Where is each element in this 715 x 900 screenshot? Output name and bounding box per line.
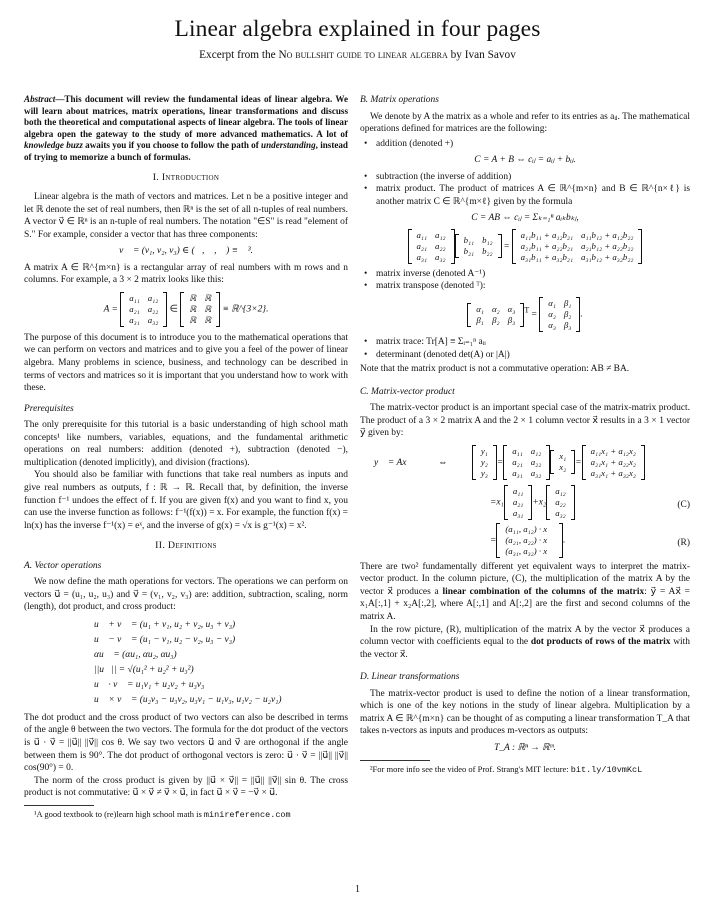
footnote-1 <box>24 809 348 821</box>
matrix-cell: β₂ <box>563 309 572 320</box>
subtitle-guide: No bullshit guide to linear algebra <box>278 49 448 61</box>
footnote-2-link[interactable]: bit.ly/10vmKcL <box>570 764 643 775</box>
matrix-cell: a₂₁b₁₁ + a₂₂b₂₁ <box>520 240 574 251</box>
vector-equations <box>24 618 348 708</box>
matops-list-1 <box>360 138 690 151</box>
abstract-mid: awaits you if you choose to follow the path of <box>82 140 262 151</box>
mv-paragraph-1: The matrix-vector product is an important special case of the matrix-matrix product. The product of a 3 × 2 matrix A and the 2 × 1 column vector x⃗ results in a 3 × 1 vector y⃗ given by: <box>360 403 690 439</box>
mv-p2-bold: linear combination of the columns of the matrix <box>442 586 645 597</box>
intro-paragraph-2: A matrix A ∈ ℝ^{m×n} is a rectangular array of real numbers with m rows and n columns. For example, a 3 × 2 matrix looks like this: <box>24 262 348 286</box>
matrix-cell: α₃ <box>507 303 516 314</box>
matrix-cell: b₁₂ <box>482 235 493 246</box>
matops-paragraph-1: We denote by A the matrix as a whole and refer to its entries as aᵢⱼ. The mathematical operations defined for matrices are the following: <box>360 111 690 135</box>
matrix-ab <box>512 229 643 264</box>
matrix-col-2 <box>546 485 575 520</box>
matops-note: Note that the matrix product is not a commutative operation: AB ≠ BA. <box>360 364 630 375</box>
matrix-a-3x2 <box>408 229 455 264</box>
matrix-cell: a₁₁b₁₂ + a₁₂b₂₂ <box>581 229 634 240</box>
equation-mv-row: = (a₁₁, a₁₂) · x⃗ (a₂₁, a₂₂) · x⃗ (a₃₁, a₃₂) · x⃗ . (R) <box>490 523 690 556</box>
intro-paragraph-3: The purpose of this document is to introduce you to the mathematical operations that we can perform on vectors and matrices and to give you a feel of the power of linear algebra. Many problems in science, business, and technology can be described in terms of vectors and matrices so it is important that you understand how to work with these. <box>24 332 348 394</box>
matrix-cell: a₂₁ <box>416 240 428 251</box>
footnote-1-link[interactable]: minireference.com <box>203 809 291 820</box>
transpose-mark: T <box>524 305 530 315</box>
equation-transpose: α₁ α₂ α₃ β₁ β₂ β₃ $^T$ = α₁ β₁ α₂ β₂ α₃ β₃ . <box>360 297 690 332</box>
matrix-cell: a₃₂ <box>555 507 566 518</box>
bullet-inverse: • matrix inverse (denoted A⁻¹) <box>360 268 690 281</box>
matrix-alpha-beta <box>467 303 524 327</box>
bullet-subtraction: • subtraction (the inverse of addition) <box>360 171 690 184</box>
matrix-cell: a₃₁ <box>416 251 428 262</box>
matrix-cell: β₁ <box>476 314 484 325</box>
abstract-knowledge-buzz: knowledge buzz <box>24 140 83 151</box>
matrix-alpha-beta-t <box>539 297 580 332</box>
bullet-product: • matrix product. The product of matrices A ∈ ℝ^{m×n} and B ∈ ℝ^{n×ℓ} is another matrix C ∈ ℝ^{m×ℓ} given by the formula <box>360 183 690 208</box>
matrix-cell: ℝ <box>204 292 212 303</box>
matrix-cell: a₃₁ <box>512 467 523 478</box>
prereq-paragraph-2: You should also be familiar with functions that take real numbers as inputs and give real numbers as outputs, f : ℝ → ℝ. Recall that, by definition, the inverse function f⁻¹ undoes the effect of f. If you are given f(x) and you want to find x, you can use the inverse function as follows: f⁻¹(f(x)) = x. For example, the function f(x) = ln(x) has the inverse f⁻¹(x) = eˣ, and the inverse of g(x) = √x is g⁻¹(x) = x². <box>24 470 348 531</box>
matrix-r <box>180 292 220 327</box>
matrix-operations-title: B. Matrix operations <box>360 95 439 105</box>
matrix-cell: a₁₁b₁₁ + a₁₂b₂₁ <box>520 229 574 240</box>
matrix-cell: a₁₂ <box>530 445 542 456</box>
matrix-cell: a₁₁ <box>512 445 523 456</box>
matrix-cell: (a₁₁, a₁₂) · x⃗ <box>505 523 555 534</box>
matrix-cell: α₁ <box>476 303 484 314</box>
matrix-cell: a₃₁ <box>129 314 140 325</box>
vecops-paragraph-1: We now define the math operations for vectors. The operations we can perform on vectors u⃗ = (u₁, u₂, u₃) and v⃗ = (v₁, v₂, v₃) are: addition, subtraction, scaling, norm (length), dot product, and cross product: <box>24 577 348 613</box>
matrix-cell: ℝ <box>204 314 212 325</box>
equation-addition: C = A + B ⇔ cᵢⱼ = aᵢⱼ + bᵢⱼ. <box>474 155 576 166</box>
matrix-cell: α₂ <box>491 303 500 314</box>
matrix-cell: x₁ <box>559 451 567 462</box>
matrix-cell: α₂ <box>548 309 556 320</box>
matrix-cell: b₂₂ <box>482 246 493 257</box>
matrix-cell: a₁₁x₁ + a₁₂x₂ <box>590 445 636 456</box>
lt-paragraph-1: The matrix-vector product is used to define the notion of a linear transformation, which is one of the key notions in the study of linear algebra. Multiplication by a matrix A ∈ ℝ^{m×n} can be thought of as computing a linear transformation T_A that takes n-vectors as inputs and produces m-vectors as outputs: <box>360 688 690 737</box>
abstract-lead: Abstract <box>24 94 56 104</box>
matrix-cell: a₃₁ <box>512 507 524 518</box>
matrix-cell: a₂₁ <box>129 303 140 314</box>
matrix-cell: a₃₂ <box>435 251 446 262</box>
matrix-cell: (a₂₁, a₂₂) · x⃗ <box>505 534 555 545</box>
matrix-cell: y₂ <box>480 456 488 467</box>
matrix-a <box>120 292 167 327</box>
matops-list-2 <box>360 171 690 209</box>
abstract-understanding: understanding <box>261 140 316 151</box>
matrix-cell: a₃₁b₁₁ + a₃₂b₂₁ <box>520 251 574 262</box>
matrix-cell: a₂₂ <box>555 496 566 507</box>
matrix-cell: (a₃₁, a₃₂) · x⃗ <box>505 545 555 556</box>
abstract-end: , instead of trying to memorize a bunch of formulas. <box>24 140 348 162</box>
matrix-y <box>472 445 497 480</box>
matrix-mv-a <box>503 445 550 480</box>
matrix-vector-title: C. Matrix-vector product <box>360 386 455 397</box>
mv-paragraph-3 <box>360 624 690 662</box>
footnote-rule-2 <box>360 760 430 761</box>
vec-eq-norm: ||u⃗|| = √(u₁² + u₂² + u₃²) <box>94 664 194 675</box>
matrix-cell: a₁₁ <box>512 485 524 496</box>
vec-eq-sub: u⃗ − v⃗ = (u₁ − v₁, u₂ − v₂, u₃ − v₃) <box>94 634 236 645</box>
subtitle-prefix: Excerpt from the <box>199 49 276 61</box>
matrix-cell: y₃ <box>480 467 488 478</box>
equation-mv-column: =x₁ a₁₁ a₂₁ a₃₁ +x₂ a₁₂ a₂₂ a₃₂ (C) <box>490 485 690 518</box>
eq-equals: = <box>503 241 512 252</box>
matrix-cell: x₂ <box>559 462 567 473</box>
eq-in: ∈ <box>169 304 181 315</box>
mv-p3-text: In the row picture, (R), multiplication of the matrix A by the vector x⃗ produces a column vector with coefficients equal to the <box>360 624 690 648</box>
vecops-paragraph-3: The norm of the cross product is given by ||u⃗ × v⃗|| = ||u⃗|| ||v⃗|| sin θ. The cross product is not commutative: u⃗ × v⃗ ≠ v⃗ × u⃗, in fact u⃗ × v⃗ = −v⃗ × u⃗. <box>24 775 348 799</box>
matrix-mv-result <box>582 445 645 480</box>
equation-mv-1: y⃗ = Ax⃗ ⇔ y₁ y₂ y₃ = a₁₁ a₁₂ a₂₁ a₂₂ a₃₁ a₃₂ x₁ x₂ = a₁₁x₁ + a₁₂x₂ a₂₁x₁ + a₂₂x₂ a₃₁x₁ + a₃₂x₂ <box>360 445 690 480</box>
matrix-cell: a₃₁b₁₂ + a₃₂b₂₂ <box>581 251 634 262</box>
matops-list-4 <box>360 336 690 361</box>
matrix-cell: β₁ <box>563 298 572 309</box>
vec-eq-dot: u⃗ · v⃗ = u₁v₁ + u₂v₂ + u₃v₃ <box>94 679 205 690</box>
footnote-1-text: ¹A good textbook to (re)learn high school math is <box>34 808 204 819</box>
matrix-cell: a₂₂ <box>147 303 159 314</box>
matrix-cell: a₁₂ <box>555 485 566 496</box>
matrix-cell: b₂₁ <box>463 246 475 257</box>
matrix-cell: α₃ <box>548 320 556 331</box>
page-number: 1 <box>355 884 360 895</box>
mv-paragraph-2 <box>360 561 690 624</box>
equation-product-example <box>360 229 690 264</box>
matrix-cell: a₂₁ <box>512 456 523 467</box>
tag-column: (C) <box>677 499 690 510</box>
matrix-cell: a₂₂ <box>530 456 542 467</box>
matrix-col-1 <box>504 485 533 520</box>
matrix-cell: ℝ <box>189 292 197 303</box>
prereq-paragraph-1: The only prerequisite for this tutorial is a basic understanding of high school math concepts¹ like numbers, variables, equations, and the fundamental arithmetic operations on real numbers: addition (denoted +), subtraction (denoted −), multiplication (denoted implicitly), and division (fractions). <box>24 420 348 468</box>
eq-a-rhs: ≡ ℝ^{3×2}. <box>222 304 269 315</box>
right-column <box>360 94 690 776</box>
matrix-cell: β₃ <box>563 320 572 331</box>
matrix-cell: ℝ <box>189 314 197 325</box>
mv-lhs: y⃗ = Ax⃗ <box>374 457 414 468</box>
bullet-addition: • addition (denoted +) <box>360 138 690 151</box>
matrix-cell: β₂ <box>492 314 500 325</box>
footnote-rule <box>24 805 94 806</box>
tag-row: (R) <box>677 537 690 548</box>
bullet-trace: • matrix trace: Tr[A] ≡ Σᵢ₌₁ⁿ aᵢᵢ <box>360 336 690 349</box>
matrix-cell: a₃₂ <box>530 467 542 478</box>
matrix-cell: a₁₁ <box>416 229 428 240</box>
section-definitions: II. Definitions <box>155 540 217 552</box>
equation-matrix-a <box>24 292 348 327</box>
matrix-cell: b₁₁ <box>463 235 475 246</box>
matrix-cell: a₂₁b₁₂ + a₂₂b₂₂ <box>581 240 634 251</box>
matrix-x <box>550 450 575 474</box>
subtitle-suffix: by Ivan Savov <box>450 49 516 61</box>
mv-iff: ⇔ <box>438 457 448 468</box>
vec-eq-scale: αu⃗ = (αu₁, αu₂, αu₃) <box>94 649 177 660</box>
matrix-b-2x2 <box>455 234 502 258</box>
page-title: Linear algebra explained in four pages <box>174 16 541 42</box>
matrix-cell: a₁₂ <box>435 229 446 240</box>
mv-p3-end: with the vector x⃗. <box>360 637 690 660</box>
matrix-cell: ℝ <box>189 303 197 314</box>
matrix-cell: ℝ <box>204 303 212 314</box>
footnote-2 <box>360 764 690 776</box>
mv-p2-end: : y⃗ = Ax⃗ = x₁A[:,1] + x₂A[:,2], where A[:,1] and A[:,2] are the first and second columns of the matrix A. <box>360 586 690 623</box>
prerequisites-title: Prerequisites <box>24 403 74 414</box>
matrix-cell: a₃₁x₁ + a₃₂x₂ <box>590 467 636 478</box>
section-introduction: I. Introduction <box>152 171 220 183</box>
matrix-cell: β₃ <box>507 314 516 325</box>
linear-transformations-title: D. Linear transformations <box>360 672 460 683</box>
vec-eq-cross: u⃗ × v⃗ = (u₂v₃ − u₃v₂, u₃v₁ − u₁v₃, u₁v₂ − u₂v₁) <box>94 694 282 705</box>
matrix-cell: α₁ <box>548 298 556 309</box>
mv-p2-text: There are two² fundamentally different yet equivalent ways to interpret the matrix-vector product. In the column picture, (C), the multiplication of the matrix A by the vector x⃗ produces a <box>360 561 690 597</box>
matrix-rows <box>496 523 563 558</box>
abstract <box>24 94 348 164</box>
mv-p3-bold: dot products of rows of the matrix <box>530 637 671 648</box>
page-subtitle <box>0 49 715 61</box>
vector-operations-title: A. Vector operations <box>24 560 102 571</box>
equation-vector-v: v⃗ = (v₁, v₂, v₃) ∈ (ℝ, ℝ, ℝ) ≡ ℝ³. <box>119 246 253 257</box>
footnote-2-text: ²For more info see the video of Prof. Strang's MIT lecture: <box>370 763 571 774</box>
matrix-cell: a₂₁ <box>512 496 524 507</box>
matrix-cell: a₃₂ <box>147 314 159 325</box>
equation-product: C = AB ⇔ cᵢⱼ = Σₖ₌₁ⁿ aᵢₖbₖⱼ, <box>471 213 579 224</box>
intro-paragraph-1: Linear algebra is the math of vectors and matrices. Let n be a positive integer and let ℝ denote the set of real numbers, then ℝⁿ is the set of all n-tuples of real numbers. A vector v⃗ ∈ ℝⁿ is an n-tuple of real numbers. The notation "∈S" is read "element of S." For example, consider a vector that has three components: <box>24 192 348 240</box>
matrix-cell: y₁ <box>480 445 488 456</box>
vec-eq-add: u⃗ + v⃗ = (u₁ + v₁, u₂ + v₂, u₃ + v₃) <box>94 619 236 630</box>
bullet-transpose: • matrix transpose (denoted ᵀ): <box>360 280 690 293</box>
matrix-cell: a₁₁ <box>129 292 140 303</box>
equation-transformation: T_A : ℝⁿ → ℝᵐ. <box>494 742 556 753</box>
matops-list-3 <box>360 268 690 293</box>
left-column <box>24 94 348 821</box>
bullet-determinant: • determinant (denoted det(A) or |A|) <box>360 349 690 362</box>
matrix-cell: a₂₂ <box>435 240 446 251</box>
abstract-text: —This document will review the fundamental ideas of linear algebra. We will learn about matrices, matrix operations, linear transformations and discuss both the theoretical and computational aspects of linear algebra. The tools of linear algebra open the gateway to the study of more advanced mathematics. A lot of <box>24 94 348 139</box>
vecops-paragraph-2: The dot product and the cross product of two vectors can also be described in terms of the angle θ between the two vectors. The formula for the dot product of the vectors is u⃗ · v⃗ = ||u⃗|| ||v⃗|| cos θ. We say two vectors u⃗ and v⃗ are orthogonal if the angle between them is 90°. The dot product of orthogonal vectors is zero: u⃗ · v⃗ = ||u⃗|| ||v⃗|| cos(90°) = 0. <box>24 712 348 774</box>
eq-equals-t: = <box>531 309 540 320</box>
eq-a-lhs: A = <box>103 304 118 315</box>
matrix-cell: a₂₁x₁ + a₂₂x₂ <box>590 456 636 467</box>
matrix-cell: a₁₂ <box>147 292 159 303</box>
